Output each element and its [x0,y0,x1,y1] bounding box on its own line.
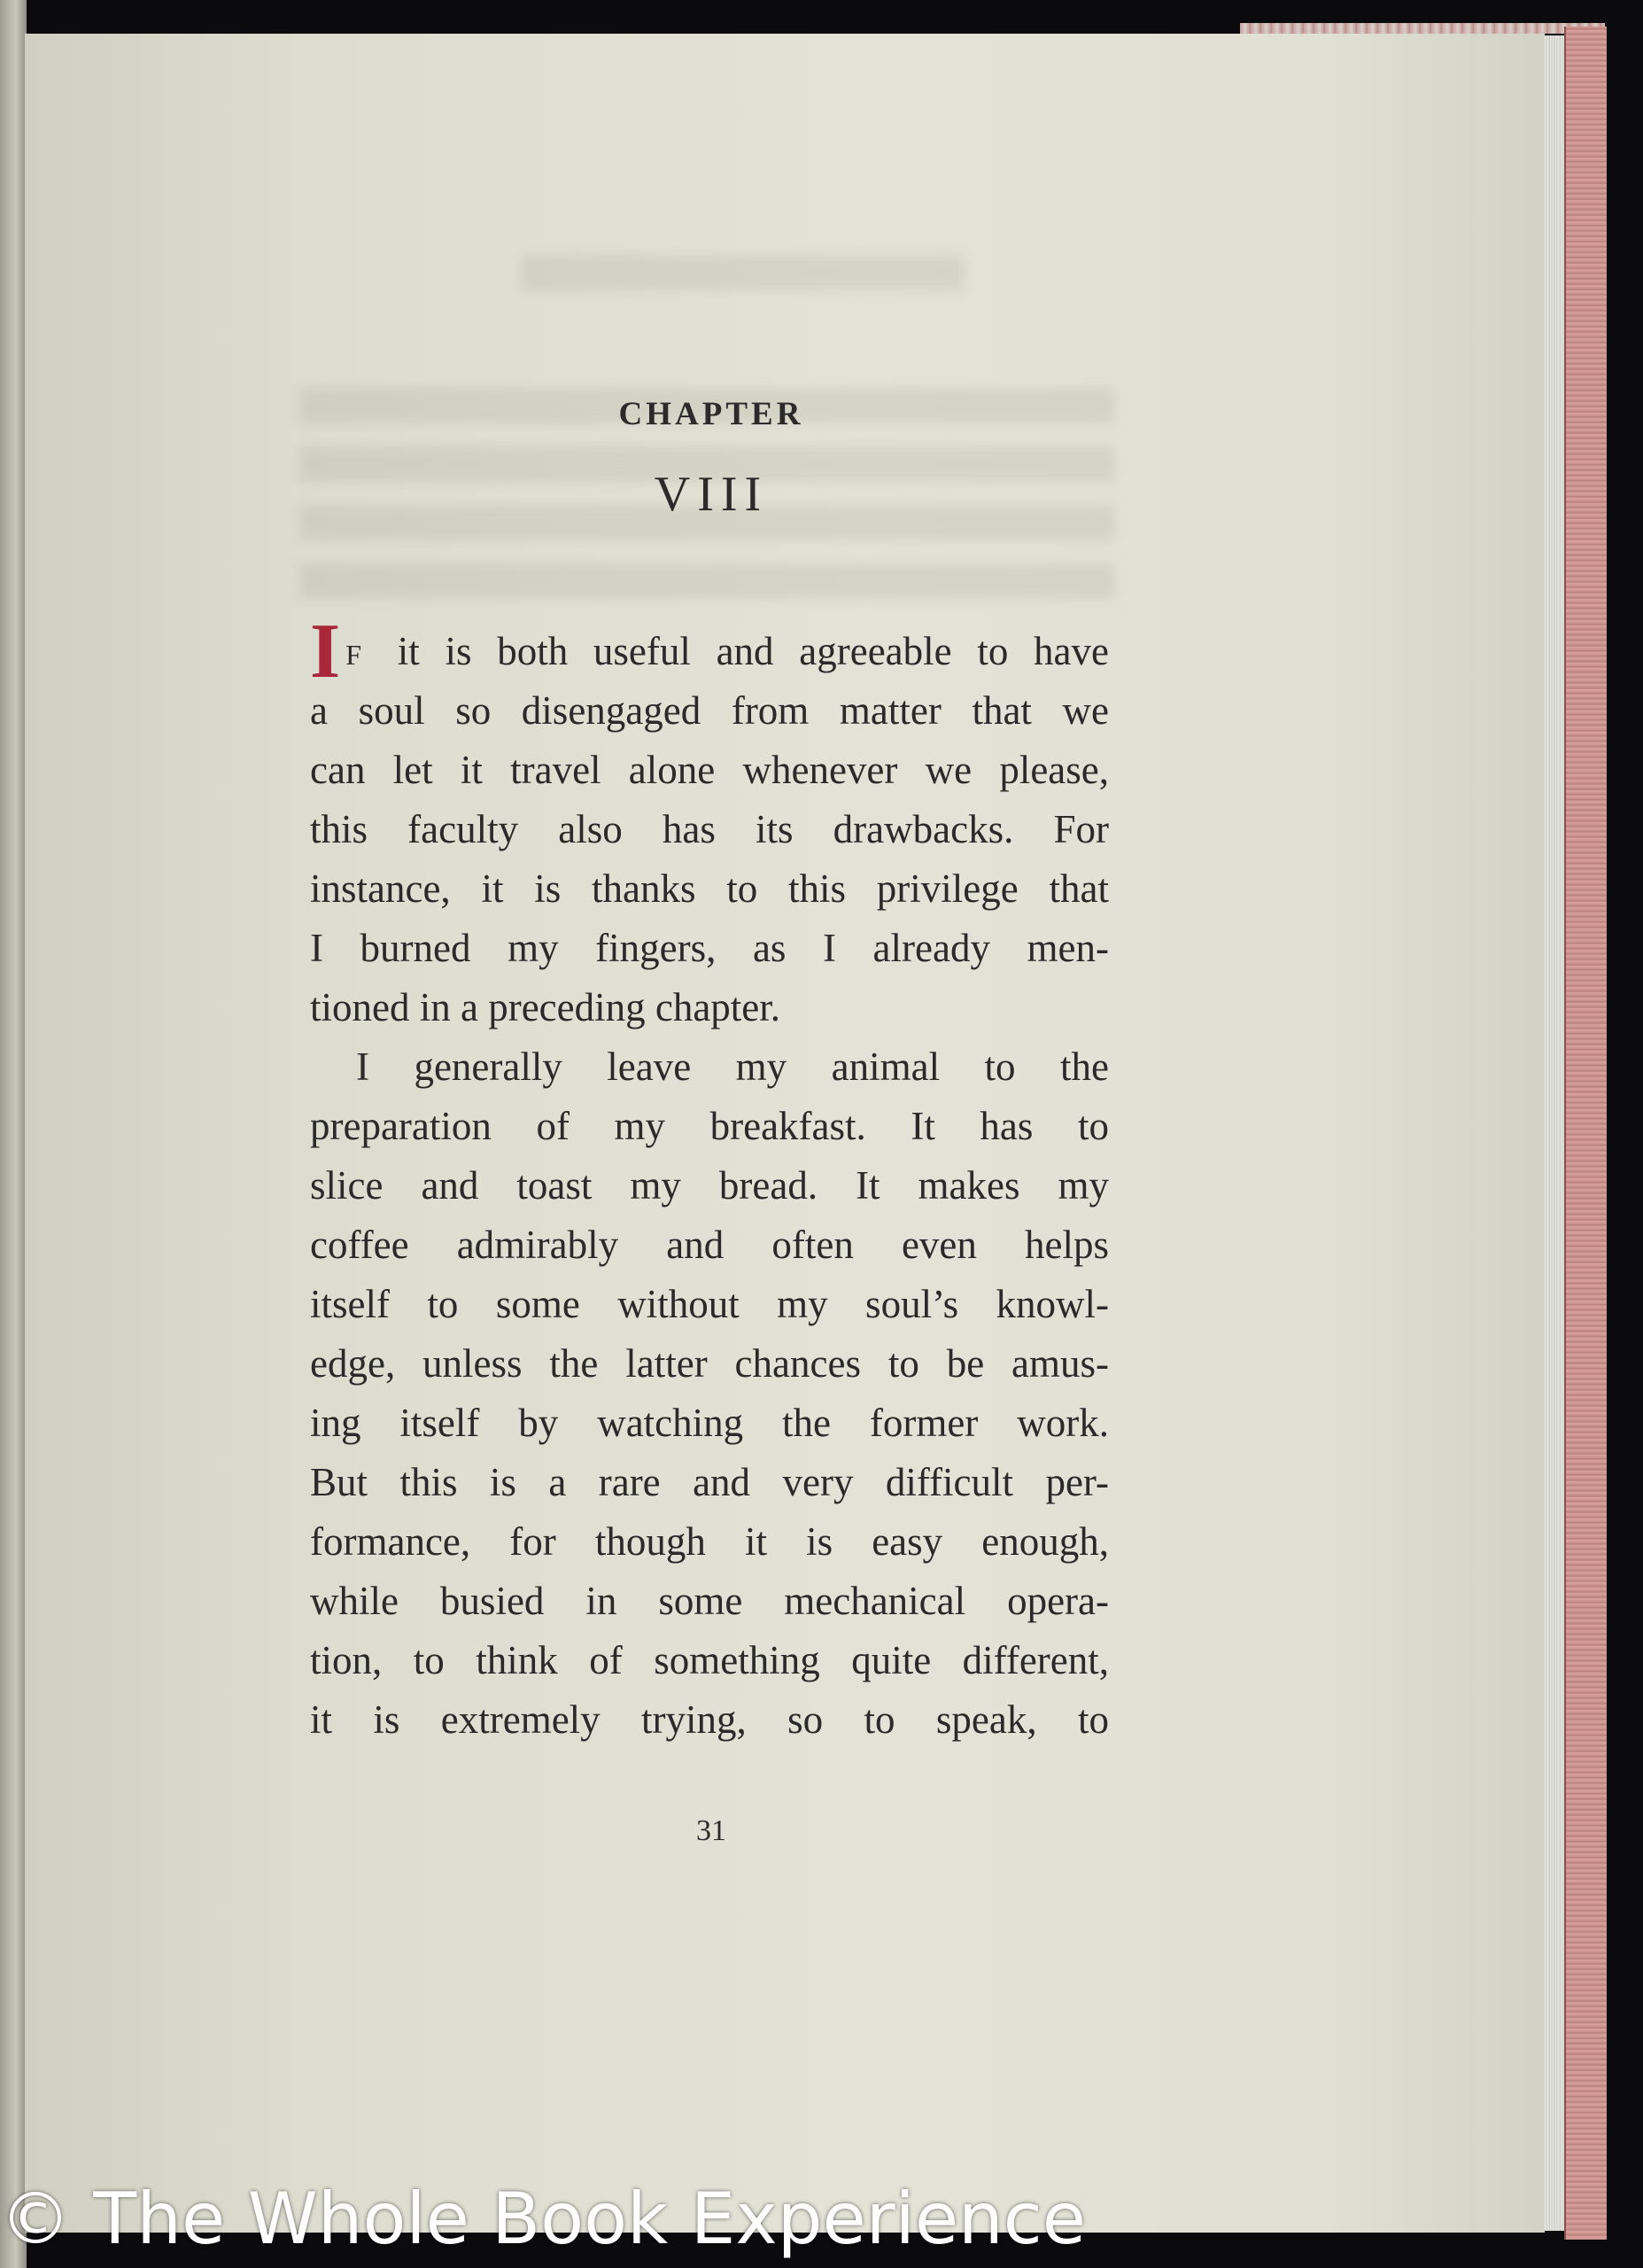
body-line-18: tion, to think of something quite different, [310,1638,1109,1682]
book-page [25,34,1545,2233]
body-line-11: coffee admirably and often even helps [310,1223,1109,1267]
chapter-body [310,622,1109,1750]
body-line-9: preparation of my breakfast. It has to [310,1104,1109,1148]
body-line-13: edge, unless the latter chances to be amus- [310,1341,1109,1386]
body-line-19: it is extremely trying, so to speak, to [310,1697,1109,1742]
chapter-number: VIII [654,467,769,522]
body-line-1 [310,622,1109,681]
body-line-3: can let it travel alone whenever we please, [310,748,1109,792]
body-line-15: But this is a rare and very difficult per- [310,1460,1109,1504]
body-line-5: instance, it is thanks to this privilege that [310,866,1109,911]
body-line-17: while busied in some mechanical opera- [310,1579,1109,1623]
body-line-text: it is both useful and agreeable to have [372,629,1109,673]
page-number: 31 [696,1814,726,1847]
show-through-text [299,563,1114,599]
body-line-7: tioned in a preceding chapter. [310,985,781,1029]
body-line-12: itself to some without my soul’s knowl- [310,1282,1109,1326]
chapter-label: CHAPTER [618,396,804,432]
cover-cloth-edge [1564,27,1607,2240]
body-line-14: ing itself by watching the former work. [310,1401,1109,1445]
body-line-8: I generally leave my animal to the [356,1045,1109,1089]
body-line-10: slice and toast my bread. It makes my [310,1163,1109,1208]
body-line-16: formance, for though it is easy enough, [310,1519,1109,1564]
show-through-text [521,255,964,291]
body-line-6: I burned my fingers, as I already men- [310,926,1109,970]
drop-cap: I [310,622,341,681]
cover-top-edge [1240,23,1605,34]
copyright-watermark: © The Whole Book Experience [0,2178,1086,2260]
body-line-4: this faculty also has its drawbacks. For [310,807,1109,851]
body-line-2: a soul so disengaged from matter that we [310,688,1109,733]
drop-cap-small-caps: F [345,639,364,671]
facing-page-edge [0,0,27,2268]
